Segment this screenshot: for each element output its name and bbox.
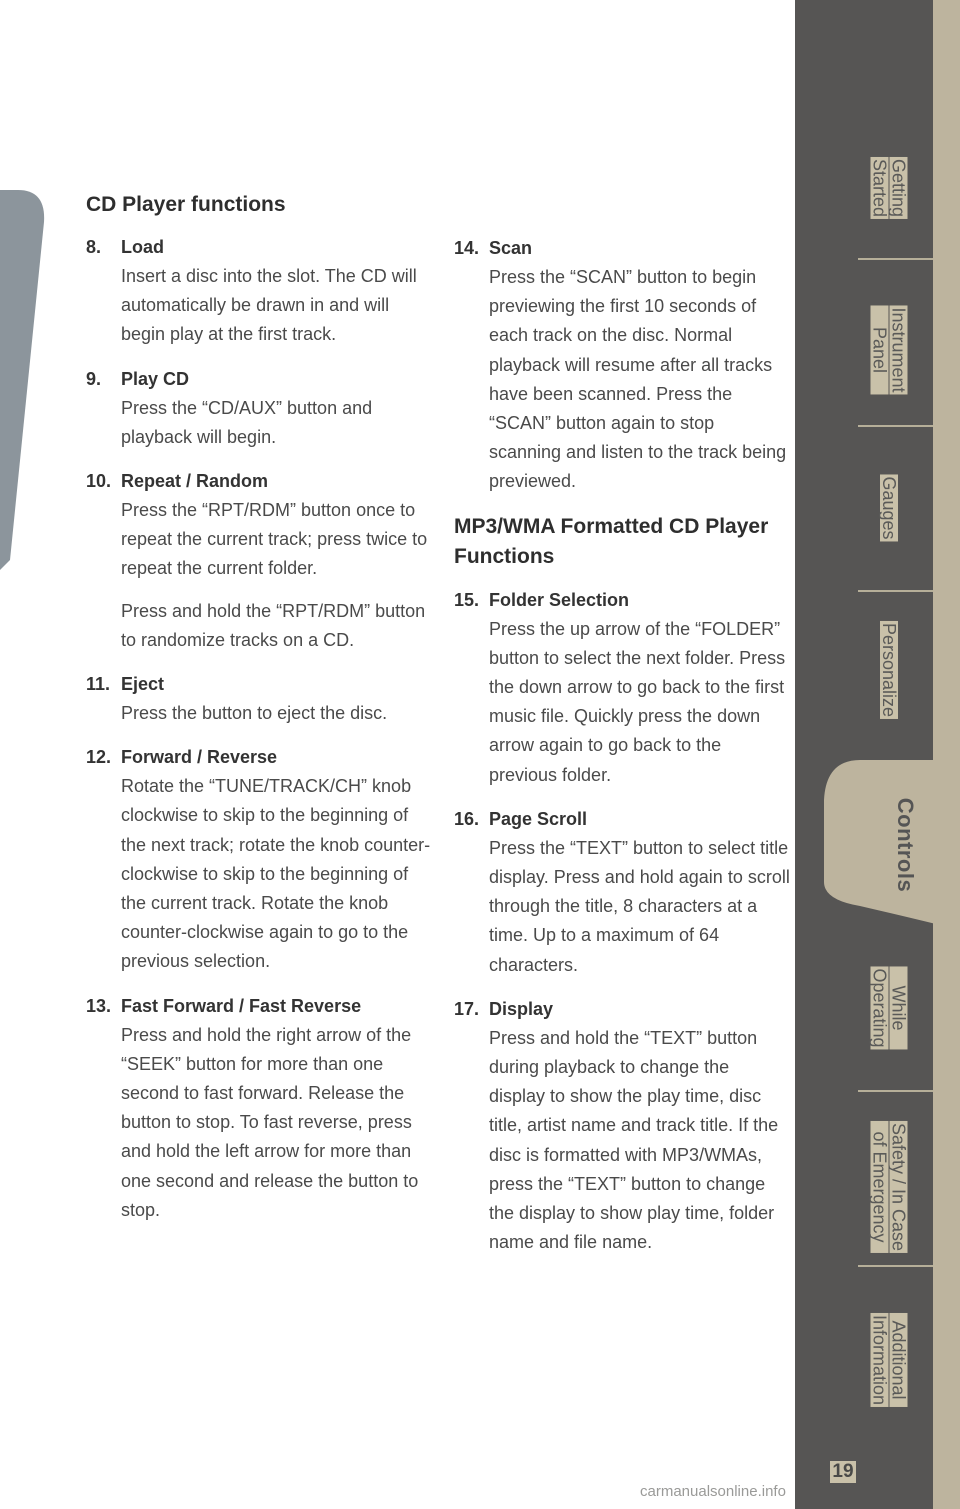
nav-tab-line: Instrument [888, 307, 909, 393]
section-heading-mp3: MP3/WMA Formatted CD Player Functions [454, 514, 769, 568]
nav-tab-line: Safety / In Case [888, 1122, 909, 1252]
list-item [454, 995, 790, 1258]
list-item [454, 234, 790, 497]
item-body [86, 394, 431, 452]
right-item-list-top [454, 234, 790, 497]
item-heading [454, 805, 790, 834]
item-title: Repeat / Random [121, 471, 269, 492]
item-number: 14. [454, 238, 480, 258]
item-number: 11. [86, 674, 111, 695]
nav-tab-line: Getting [888, 158, 909, 218]
item-paragraph: Press the “TEXT” button to select title display. Press and hold again to scroll through the title, 8 characters at a time. Up to a maximum of 64 characters. [489, 837, 790, 975]
item-body [454, 263, 790, 497]
item-paragraph: Press and hold the right arrow of the “SEEK” button for more than one second to fast forward. Release the button to stop. To fast reverse, press and hold the left arrow for more than one second and release the button to stop. [121, 1024, 419, 1220]
item-number: 9. [86, 368, 102, 389]
item-body [86, 1021, 431, 1225]
item-heading [86, 467, 431, 496]
item-title: Display [489, 998, 554, 1019]
item-body [454, 834, 790, 980]
item-body [454, 615, 790, 790]
item-body [454, 1024, 790, 1258]
item-heading [86, 992, 431, 1021]
list-item [86, 743, 431, 976]
nav-tab[interactable] [865, 948, 913, 1068]
item-paragraph: Press and hold the “RPT/RDM” button to randomize tracks on a CD. [121, 600, 426, 650]
item-number: 13. [86, 995, 112, 1016]
list-item [86, 992, 431, 1225]
nav-tab-label [879, 621, 899, 719]
item-title: Page Scroll [489, 808, 588, 829]
nav-tab-label [870, 157, 909, 219]
nav-tab[interactable] [865, 128, 913, 248]
nav-tab-label [870, 966, 909, 1049]
item-title: Folder Selection [489, 589, 630, 610]
item-number: 16. [454, 808, 480, 829]
right-item-list [454, 586, 790, 1258]
item-paragraph: Press the “CD/AUX” button and playback will begin. [121, 397, 373, 447]
item-title: Load [121, 237, 164, 257]
tab-divider [858, 590, 933, 592]
nav-tab[interactable] [865, 1112, 913, 1262]
left-accent-shape [0, 0, 60, 1509]
tab-divider [858, 1265, 933, 1267]
nav-tab-line: Gauges [879, 476, 899, 540]
sidebar-edge-strip [933, 0, 960, 1509]
list-item [86, 467, 431, 655]
item-paragraph: Rotate the “TUNE/TRACK/CH” knob clockwise to skip to the beginning of the next track; rotate the knob counter-clockwise to skip to the beginning of the current track. Rotate the knob counter-clockwise again to go to the previous selection. [121, 776, 431, 972]
tab-divider [858, 1090, 933, 1092]
item-number: 15. [454, 589, 480, 610]
item-heading [86, 670, 431, 699]
nav-tab[interactable] [865, 1285, 913, 1435]
nav-tab-line: Information [869, 1314, 890, 1406]
nav-tab-line: Started [869, 158, 890, 218]
nav-tab-line: While [890, 966, 908, 1049]
item-title: Eject [121, 674, 165, 695]
item-heading [454, 234, 790, 263]
page-number: 19 [830, 1461, 856, 1483]
nav-tab-line: of Emergency [871, 1121, 889, 1253]
item-title: Scan [489, 238, 533, 258]
nav-tab[interactable] [865, 448, 913, 568]
nav-tab[interactable] [865, 290, 913, 410]
item-title: Play CD [121, 368, 190, 389]
nav-tab-line: Additional [890, 1313, 908, 1407]
nav-tab-label [879, 474, 899, 541]
list-item [454, 586, 790, 790]
item-heading [86, 365, 431, 394]
active-tab-shape [820, 760, 960, 930]
item-number: 8. [86, 237, 102, 257]
nav-tab-line: Operating [869, 968, 890, 1048]
item-heading [86, 743, 431, 772]
nav-tab[interactable] [865, 610, 913, 730]
nav-tab-label [870, 305, 909, 394]
section-heading-cd-player: CD Player functions [86, 193, 286, 216]
item-body [86, 772, 431, 976]
item-paragraph: Press the “SCAN” button to begin previewing the first 10 seconds of each track on the disc. Normal playback will resume after all tracks have been scanned. Press the “SCAN” button again to stop scanning and listen to the track being previewed. [489, 267, 787, 492]
item-heading [86, 233, 431, 262]
nav-tab-label [870, 1121, 909, 1253]
right-column [454, 234, 790, 1272]
item-title: Forward / Reverse [121, 747, 278, 768]
item-paragraph: Press the “RPT/RDM” button once to repeat the current track; press twice to repeat the current folder. [121, 500, 428, 579]
left-item-list [86, 233, 431, 1225]
item-title: Fast Forward / Fast Reverse [121, 995, 362, 1016]
watermark: carmanualsonline.info [640, 1483, 786, 1500]
item-body [86, 262, 431, 350]
item-body [86, 496, 431, 655]
nav-tab-label [870, 1313, 909, 1407]
item-heading [454, 586, 790, 615]
item-paragraph: Press the button to eject the disc. [121, 703, 388, 724]
item-number: 10. [86, 471, 112, 492]
item-body [86, 699, 431, 728]
item-paragraph: Insert a disc into the slot. The CD will automatically be drawn in and will begin play at the first track. [121, 266, 417, 345]
item-number: 17. [454, 998, 480, 1019]
left-column [86, 190, 431, 1240]
tab-divider [858, 425, 933, 427]
tab-divider [858, 258, 933, 260]
nav-tab-line: Personalize [879, 622, 899, 718]
item-paragraph: Press the up arrow of the “FOLDER” button to select the next folder. Press the down arrow to go back to the first music file. Quickly press the down arrow again to go back to the previous folder. [489, 618, 786, 785]
list-item [454, 805, 790, 980]
nav-tab-line: Panel [871, 305, 889, 394]
list-item [86, 233, 431, 350]
tab-controls[interactable]: Controls [893, 797, 918, 893]
list-item [86, 365, 431, 452]
list-item [86, 670, 431, 728]
item-paragraph: Press and hold the “TEXT” button during playback to change the display to show the play time, disc title, artist name and track title. If the disc is formatted with MP3/WMAs, press the “TEXT” button to change the display to show play time, folder name and file name. [489, 1027, 779, 1253]
item-heading [454, 995, 790, 1024]
item-number: 12. [86, 747, 112, 768]
